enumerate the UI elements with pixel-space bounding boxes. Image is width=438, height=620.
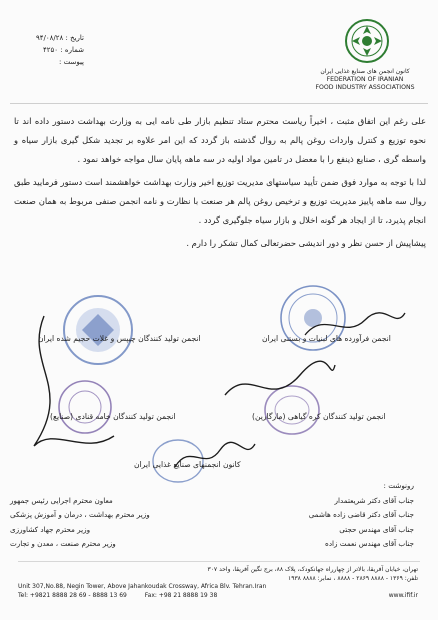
org-name-en-1: FEDERATION OF IRANIAN [326,76,404,83]
cc-list [10,479,414,552]
cc-role: معاون محترم اجرایی رئیس جمهور [10,495,113,505]
federation-logo-icon [344,18,390,64]
attachment-label: پیوست : [59,58,84,66]
cc-row [10,537,414,552]
cc-name: جناب آقای دکتر شریعتمدار [334,495,414,505]
attachment-line [14,56,84,68]
number-value: ۴۲۵۰ [43,46,59,54]
footer-phone-fa: تلفن: ۱۳۶۹ - ۸۸۸۸ ۲۸۶۹ - ۸۸۸۸ ، نمابر: ۸۸۸۸ ۱۹۳۸ [288,574,418,582]
signature-icon [220,355,340,415]
signatory-cream: انجمن تولید کنندگان خامه قنادی (صنایع) [50,412,176,421]
cc-role: وزیر محترم بهداشت ، درمان و آموزش پزشکی [10,510,150,519]
date-label: تاریخ : [65,34,84,42]
org-name [292,68,438,92]
org-name-en-2: FOOD INDUSTRY ASSOCIATIONS [315,84,415,91]
footer-address-fa: تهران، خیابان آفریقا، بالاتر از چهارراه جهانکودک، پلاک ۸۸، برج نگین آفریقا، واحد ۳۰۷ [207,566,418,573]
header-divider [10,103,428,104]
number-label: شماره : [60,46,84,54]
footer-contact-en [18,592,418,601]
cc-name: جناب آقای دکتر قاضی زاده هاشمی [308,510,414,519]
cc-title: رونوشت : [383,481,414,490]
paragraph-1: علی رغم این اتفاق مثبت ، اخیراً ریاست محترم ستاد تنظیم بازار طی نامه ایی به وزارت بهداشت دستور داده اند تا نحوه توزیع و کنترل واردات روغن پالم به روال گذشته باز گردد که این امر علاوه بر تجدید شکل گیری بازار سیاه و واسطه گری ، صنایع ذینفع را با معضل در تامین مواد اولیه در سه ماهه پایان سال مواجه خواهد نمود . [14,116,426,164]
date-line [14,32,84,44]
signatory-margarine: انجمن تولید کنندگان کره گیاهی (مارگارین) [252,412,386,421]
signatory-dairy: انجمن فرآورده های لبنیات و بستنی ایران [262,334,391,343]
cc-name: جناب آقای مهندس نعمت زاده [325,539,414,548]
paragraph-2: لذا با توجه به موارد فوق ضمن تأیید سیاستهای مدیریت توزیع اخیر وزارت بهداشت خواهشمند است دستور فرمایید طبق روال سه ماهه پاییز مدیریت توزیع و ترخیص روغن پالم هر صنعت با نظارت و نامه انجمن صنفی مربوط به همان صنعت انجام پذیرد، تا از ایجاد هر گونه اخلال و بازار سیاه جلوگیری گردد . [14,177,426,225]
cc-row [10,508,414,523]
footer-divider [18,561,420,562]
cc-role: وزیر محترم جهاد کشاورزی [10,524,91,534]
org-name-fa: کانون انجمن های صنایع غذایی ایران [320,68,410,75]
paragraph-3: پیشاپیش از حسن نظر و دور اندیشی حضرتعالی کمال تشکر را دارم . [186,238,426,248]
footer-tel-en: Tel: +9821 8888 28 69 - 8888 13 69 [18,591,127,599]
cc-row [10,523,414,538]
signature-icon [170,432,260,478]
letter-footer [18,566,418,600]
letter-body [14,112,426,257]
signatory-chips: انجمن تولید کنندگان چیپس و غلات حجیم شده ایران [38,334,201,343]
cc-role: وزیر محترم صنعت ، معدن و تجارت [10,539,116,548]
signature-icon [14,306,134,476]
footer-fax-en: Fax: +98 21 8888 19 38 [144,591,218,599]
date-value: ۹۴/۰۸/۲۸ [35,34,64,42]
number-line [14,44,84,56]
footer-website-link[interactable]: www.ifif.ir [388,591,418,599]
letter-meta [14,32,84,68]
cc-row [10,494,414,509]
footer-address-en: Unit 307,No.88, Negin Tower, Above Jahankoudak Crossway, Africa Blv. Tehran.Iran [18,583,267,590]
signatory-federation: کانون انجمنهای صنایع غذایی ایران [134,460,241,469]
cc-name: جناب آقای مهندس حجتی [339,524,414,534]
